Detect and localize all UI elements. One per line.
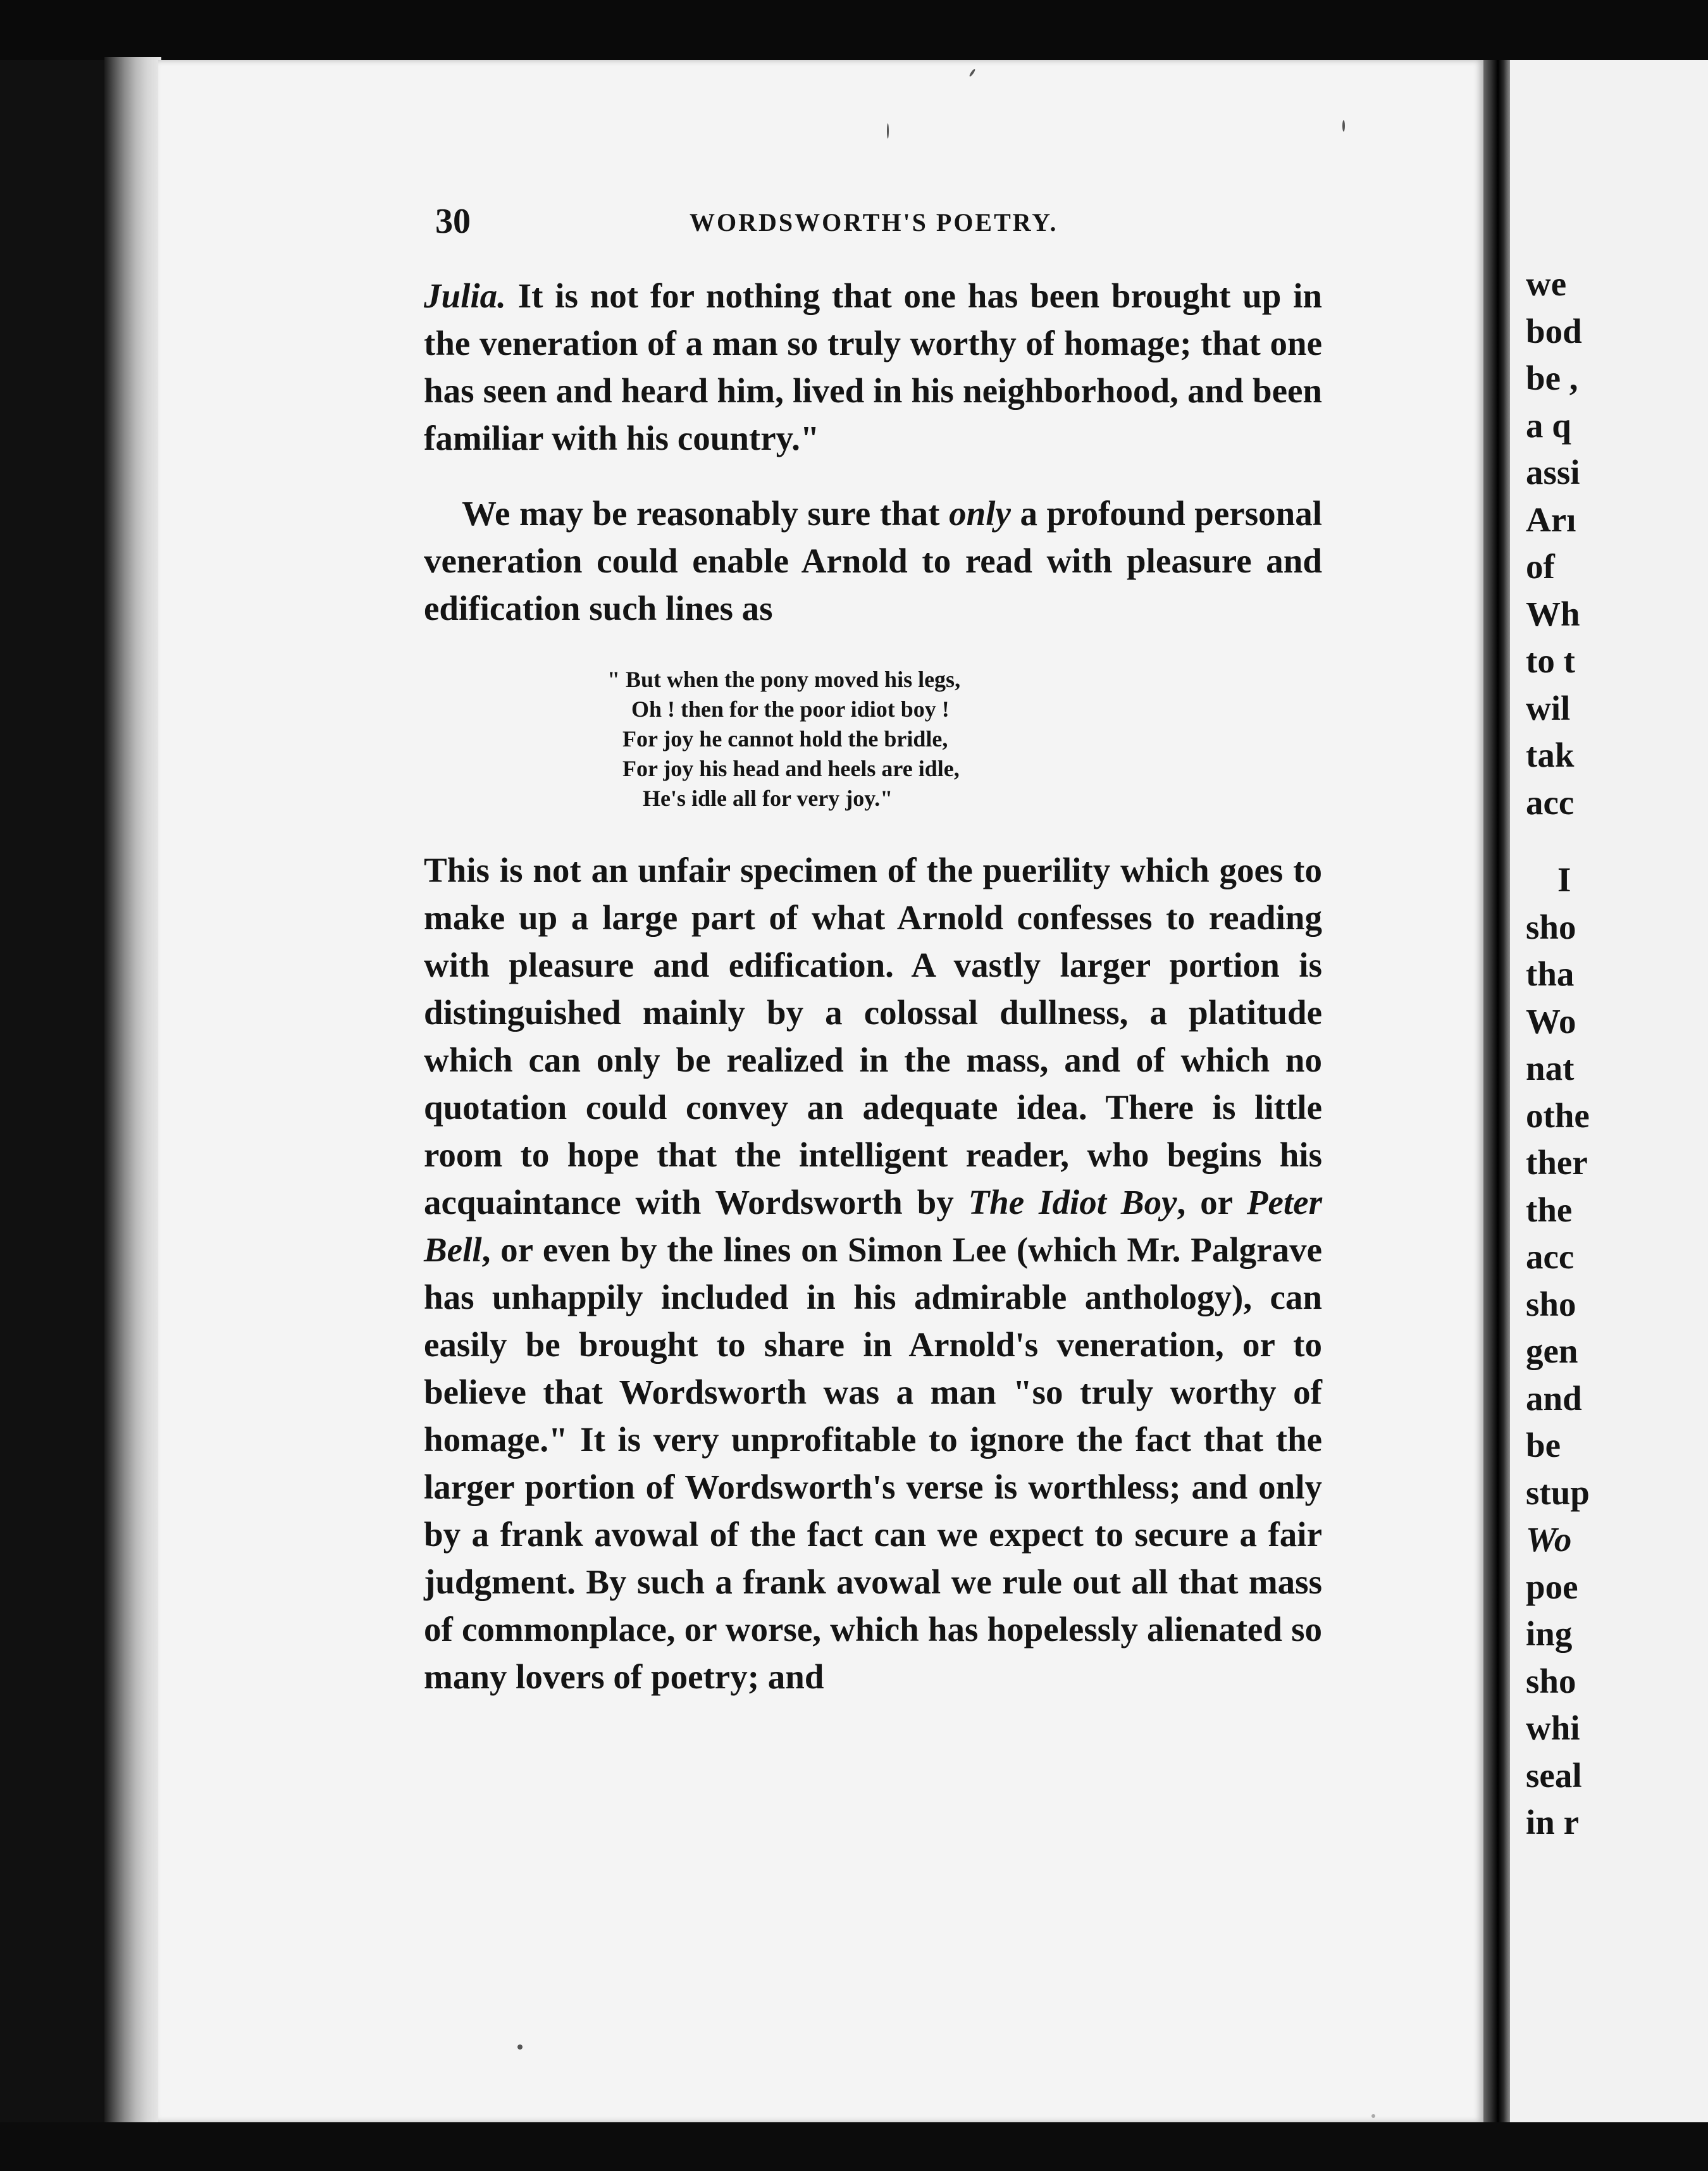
scan-speck	[1342, 120, 1345, 132]
paragraph-puerility	[424, 846, 1322, 1700]
facing-page-line: tha	[1526, 955, 1575, 993]
paragraph-quote-end	[424, 272, 1322, 462]
facing-page-line: othe	[1526, 1096, 1590, 1135]
poem-quotation	[607, 665, 1322, 813]
facing-page-line: assi	[1526, 453, 1580, 492]
facing-page-fragments	[1526, 261, 1708, 1846]
facing-page-line: bod	[1526, 311, 1582, 350]
book-gutter	[1483, 60, 1510, 2122]
poem-line: Oh ! then for the poor idiot boy !	[631, 696, 950, 722]
emphasis-word: only	[949, 494, 1011, 533]
poem-line: " But when the pony moved his legs,	[607, 667, 961, 692]
scan-top-margin	[0, 0, 1708, 60]
attribution: Julia.	[424, 276, 506, 315]
facing-page-line: whi	[1526, 1709, 1580, 1747]
left-page-content	[424, 190, 1322, 1700]
paragraph-text: a profound personal veneration could enable Arnold to read with pleasure and edification such lines as	[424, 494, 1322, 628]
facing-page-line: we	[1526, 264, 1567, 303]
book-fore-edge	[104, 57, 161, 2125]
facing-page-line: nat	[1526, 1049, 1575, 1087]
paragraph-text: We may be reasonably sure that	[462, 494, 950, 533]
page-number: 30	[435, 202, 471, 241]
facing-page-line: Wo	[1526, 1520, 1572, 1559]
work-title: The Idiot Boy	[968, 1183, 1177, 1222]
facing-page-line: wil	[1526, 688, 1571, 727]
poem-line: For joy his head and heels are idle,	[622, 756, 960, 781]
facing-page-line: stup	[1526, 1473, 1590, 1512]
paragraph-text: , or	[1177, 1183, 1247, 1222]
facing-page-line: tak	[1526, 736, 1575, 774]
page-header	[424, 190, 1322, 259]
facing-page-line: Wh	[1526, 594, 1580, 633]
scan-speck	[517, 2044, 523, 2050]
scan-speck	[887, 123, 889, 139]
facing-page-line: in r	[1526, 1803, 1580, 1841]
facing-page-line: acc	[1526, 1237, 1575, 1276]
facing-page-line: Arı	[1526, 500, 1576, 539]
paragraph-text: , or even by the lines on Simon Lee (which Mr. Palgrave has unhappily included in his admirable anthology), can easily be brought to share in Arnold's veneration, or to believe that Wordsworth was a man "so truly worthy of homage." It is very unprofitable to ignore the fact that the larger portion of Wordsworth's verse is worthless; and only by a frank avowal of the fact can we expect to secure a fair judgment. By such a frank avowal we rule out all that mass of commonplace, or worse, which has hopelessly alienated so many lovers of poetry; and	[424, 1230, 1322, 1696]
facing-page-line: acc	[1526, 782, 1575, 822]
facing-page-line: sho	[1526, 1661, 1576, 1700]
paragraph-text: This is not an unfair specimen of the puerility which goes to make up a large part of what Arnold confesses to reading with pleasure and edification. A vastly larger portion is distinguished mainly by a colossal dullness, a platitude which can only be realized in the mass, and of which no quotation could convey an adequate idea. There is little room to hope that the intelligent reader, who begins his acquaintance with Wordsworth by	[424, 851, 1322, 1222]
facing-page-line: sho	[1526, 1284, 1576, 1323]
facing-page-line: the	[1526, 1190, 1573, 1229]
paragraph-veneration	[424, 490, 1322, 632]
facing-page-line: gen	[1526, 1332, 1578, 1370]
scan-bottom-margin	[0, 2122, 1708, 2171]
scan-speck	[1371, 2114, 1375, 2118]
facing-page-line: and	[1526, 1378, 1582, 1418]
poem-line: He's idle all for very joy."	[643, 786, 893, 811]
poem-line: For joy he cannot hold the bridle,	[622, 726, 948, 752]
facing-page-line: ing	[1526, 1614, 1573, 1653]
facing-page-line: I	[1557, 860, 1571, 899]
facing-page-line: sho	[1526, 907, 1576, 946]
running-title: WORDSWORTH'S POETRY.	[690, 208, 1058, 237]
facing-page-line: a q	[1526, 405, 1571, 445]
facing-page-line: Wo	[1526, 1001, 1576, 1041]
facing-page-line: seal	[1526, 1755, 1582, 1795]
facing-page-line: ther	[1526, 1143, 1588, 1182]
facing-page-line: of	[1526, 547, 1555, 586]
facing-page-line: to t	[1526, 641, 1575, 680]
paragraph-gap	[1526, 826, 1708, 857]
facing-page-line: be ,	[1526, 359, 1578, 397]
facing-page-line: be	[1526, 1426, 1561, 1464]
paragraph-text: It is not for nothing that one has been brought up in the veneration of a man so truly worthy of homage; that one has seen and heard him, lived in his neighborhood, and been familiar with his country."	[424, 276, 1322, 457]
work-title: Peter Bell	[424, 1183, 1322, 1269]
facing-page-line: poe	[1526, 1567, 1578, 1606]
